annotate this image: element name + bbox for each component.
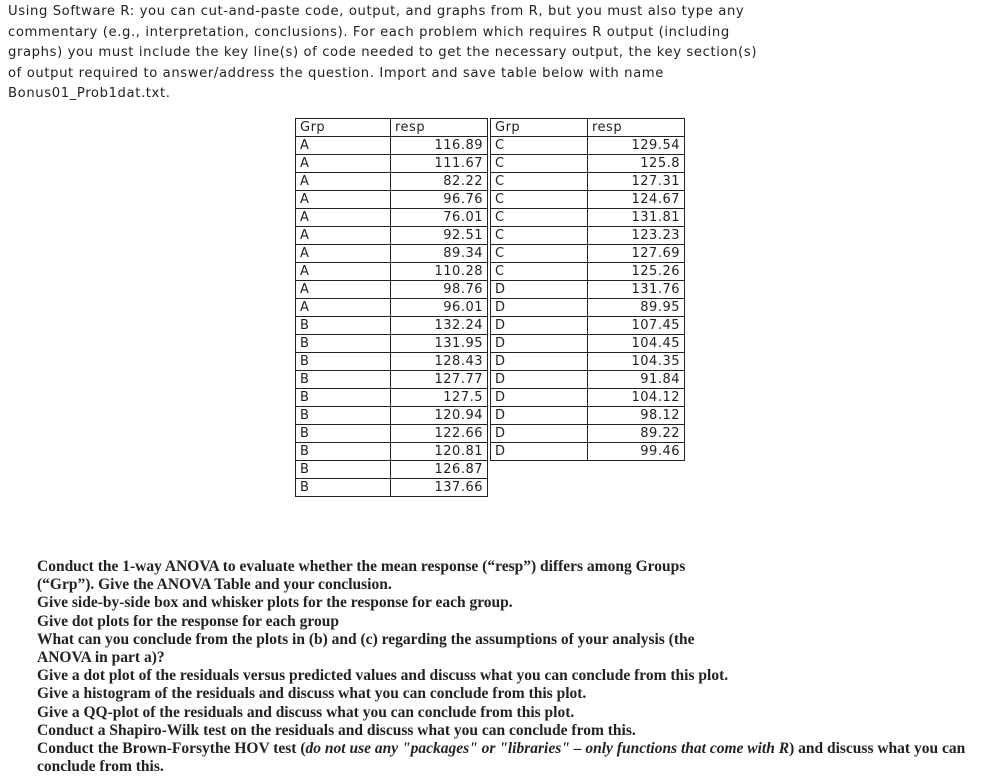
question-note: do not use any "packages" or "libraries" – only functions that come with R [305,740,790,758]
table-row [491,425,685,443]
question-line: Give dot plots for the response for each group [37,612,339,630]
resp-cell: 91.84 [588,371,685,389]
grp-cell: C [491,173,588,191]
table-row [296,407,488,425]
question-line: ANOVA in part a)? [37,649,165,667]
table-row [296,353,488,371]
grp-cell: B [296,353,391,371]
resp-cell: 89.22 [588,425,685,443]
data-table-left [295,118,488,497]
resp-cell: 98.12 [588,407,685,425]
question-line: Give side-by-side box and whisker plots for the response for each group. [37,594,513,612]
question-line: Conduct the 1-way ANOVA to evaluate whether the mean response (“resp”) differs among Groups [37,558,686,575]
intro-line: graphs) you must include the key line(s) of code needed to get the necessary output, the key section(s) [8,45,758,60]
table-row [491,155,685,173]
resp-cell: 137.66 [391,479,488,497]
resp-cell: 123.23 [588,227,685,245]
grp-cell: A [296,227,391,245]
grp-cell: D [491,317,588,335]
grp-cell: D [491,299,588,317]
question-line: Give a histogram of the residuals and discuss what you can conclude from this plot. [37,685,587,703]
grp-cell: D [491,353,588,371]
resp-cell: 89.95 [588,299,685,317]
grp-cell: C [491,227,588,245]
table-row [296,155,488,173]
grp-cell: C [491,245,588,263]
resp-cell: 129.54 [588,137,685,155]
resp-cell: 111.67 [391,155,488,173]
table-row [491,443,685,461]
question-list [37,558,997,776]
resp-cell: 132.24 [391,317,488,335]
question-line: Give a QQ-plot of the residuals and discuss what you can conclude from this plot. [37,703,575,721]
table-row [491,137,685,155]
resp-cell: 131.76 [588,281,685,299]
table-row [296,479,488,497]
table-row [491,371,685,389]
grp-cell: B [296,479,391,497]
grp-cell: A [296,281,391,299]
grp-cell: D [491,371,588,389]
resp-cell: 124.67 [588,191,685,209]
resp-cell: 99.46 [588,443,685,461]
resp-cell: 107.45 [588,317,685,335]
grp-cell: D [491,443,588,461]
resp-cell: 127.77 [391,371,488,389]
header-resp: resp [588,119,685,137]
grp-cell: C [491,137,588,155]
table-row [491,353,685,371]
intro-line: of output required to answer/address the question. Import and save table below with name [8,65,664,81]
table-row [296,461,488,479]
grp-cell: A [296,209,391,227]
grp-cell: A [296,191,391,209]
question-text: Conduct the Brown-Forsythe HOV test ( [37,740,306,758]
resp-cell: 125.8 [588,155,685,173]
resp-cell: 127.31 [588,173,685,191]
table-row [296,191,488,209]
table-row [491,173,685,191]
grp-cell: D [491,335,588,353]
grp-cell: B [296,461,391,479]
grp-cell: A [296,155,391,173]
question-line: Conduct a Shapiro-Wilk test on the residuals and discuss what you can conclude from this. [37,721,636,739]
grp-cell: A [296,245,391,263]
question-line: What can you conclude from the plots in (b) and (c) regarding the assumptions of your analysis (the [37,630,695,648]
resp-cell: 104.35 [588,353,685,371]
header-grp: Grp [491,119,588,137]
resp-cell: 127.69 [588,245,685,263]
grp-cell: B [296,389,391,407]
table-row [296,227,488,245]
grp-cell: D [491,281,588,299]
table-row [491,317,685,335]
grp-cell: A [296,137,391,155]
table-row [491,407,685,425]
resp-cell: 96.01 [391,299,488,317]
table-row [296,317,488,335]
table-row [296,137,488,155]
grp-cell: A [296,299,391,317]
grp-cell: C [491,155,588,173]
instructions-paragraph [8,2,993,105]
table-row [491,245,685,263]
grp-cell: B [296,425,391,443]
resp-cell: 98.76 [391,281,488,299]
question-line: Give a dot plot of the residuals versus predicted values and discuss what you can conclude from this plot. [37,667,729,685]
grp-cell: D [491,407,588,425]
resp-cell: 122.66 [391,425,488,443]
table-row [296,299,488,317]
resp-cell: 89.34 [391,245,488,263]
grp-cell: D [491,389,588,407]
resp-cell: 125.26 [588,263,685,281]
resp-cell: 131.95 [391,335,488,353]
header-grp: Grp [296,119,391,137]
table-row [296,281,488,299]
question-line [37,740,997,776]
intro-line: Using Software R: you can cut-and-paste code, output, and graphs from R, but you must also type any [8,4,745,19]
table-row [491,335,685,353]
grp-cell: B [296,317,391,335]
resp-cell: 104.45 [588,335,685,353]
grp-cell: A [296,263,391,281]
table-row [296,263,488,281]
intro-line: commentary (e.g., interpretation, conclusions). For each problem which requires R output (including [8,24,730,40]
grp-cell: C [491,191,588,209]
resp-cell: 92.51 [391,227,488,245]
resp-cell: 126.87 [391,461,488,479]
grp-cell: A [296,173,391,191]
resp-cell: 120.81 [391,443,488,461]
resp-cell: 120.94 [391,407,488,425]
table-row [491,281,685,299]
header-resp: resp [391,119,488,137]
intro-line: Bonus01_Prob1dat.txt. [8,86,171,101]
resp-cell: 127.5 [391,389,488,407]
table-row [296,443,488,461]
table-row [296,173,488,191]
table-row [296,425,488,443]
table-row [296,209,488,227]
data-table-right [490,118,685,461]
resp-cell: 110.28 [391,263,488,281]
table-row [491,263,685,281]
resp-cell: 96.76 [391,191,488,209]
table-row [296,389,488,407]
resp-cell: 116.89 [391,137,488,155]
grp-cell: C [491,209,588,227]
grp-cell: B [296,443,391,461]
question-text: ) and discuss what you can conclude from this. [37,740,966,776]
table-row [491,227,685,245]
grp-cell: C [491,263,588,281]
table-row [491,191,685,209]
resp-cell: 82.22 [391,173,488,191]
question-line: (“Grp”). Give the ANOVA Table and your conclusion. [37,576,392,594]
resp-cell: 131.81 [588,209,685,227]
table-row [491,389,685,407]
grp-cell: D [491,425,588,443]
table-row [296,371,488,389]
table-row [296,335,488,353]
table-row [491,299,685,317]
table-row [491,209,685,227]
grp-cell: B [296,407,391,425]
resp-cell: 128.43 [391,353,488,371]
grp-cell: B [296,371,391,389]
resp-cell: 104.12 [588,389,685,407]
table-row [296,245,488,263]
grp-cell: B [296,335,391,353]
resp-cell: 76.01 [391,209,488,227]
